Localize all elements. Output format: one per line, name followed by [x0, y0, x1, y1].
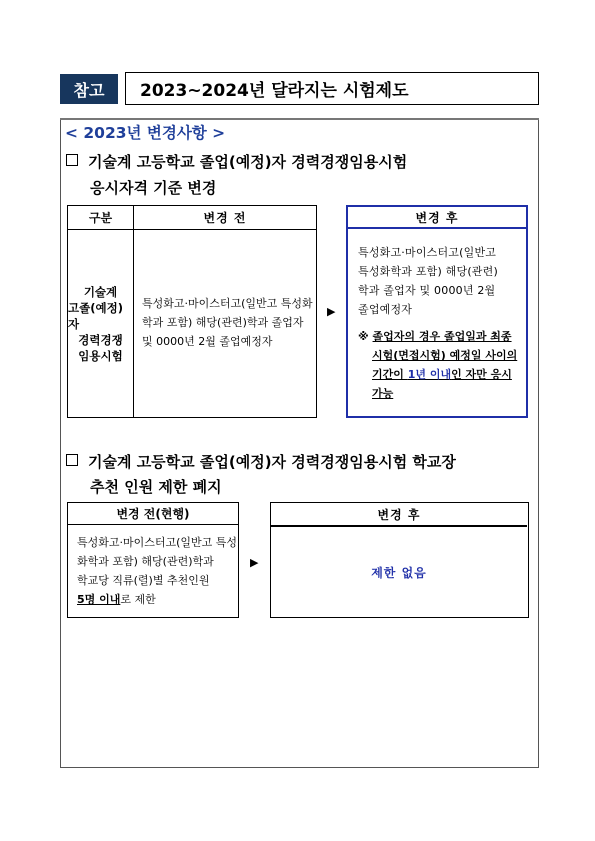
note-mark: ※ — [358, 330, 369, 343]
note-line3 — [358, 365, 517, 384]
before-line: 화학과 포함) 해당(관련)학과 — [77, 555, 214, 568]
after-line: 특성화고·마이스터고(일반고 — [358, 246, 497, 259]
table2-header-after: 변경 후 — [271, 503, 527, 527]
before-line: 학과 포함) 해당(관련)학과 졸업자 — [142, 316, 304, 329]
before-line: 특성화고·마이스터고(일반고 특성화 — [142, 297, 313, 310]
table2-before — [67, 502, 239, 618]
reference-tag: 참고 — [60, 74, 118, 104]
table1-before-cell — [142, 294, 318, 351]
note-line3-pre: 기간이 — [372, 368, 408, 381]
table1-before — [67, 205, 317, 418]
table1-category-cell — [68, 230, 134, 417]
category-line: 경력경쟁 — [78, 332, 123, 347]
table1-after — [346, 205, 528, 418]
before-line: 특성화고·마이스터고(일반고 특성 — [77, 536, 238, 549]
section-heading: < 2023년 변경사항 > — [65, 124, 226, 142]
arrow-right-icon: ▶ — [250, 556, 259, 569]
after-line: 특성화학과 포함) 해당(관련) — [358, 265, 498, 278]
table2-before-cell — [77, 533, 237, 609]
item2-heading — [66, 451, 456, 472]
table1-after-cell — [358, 243, 524, 319]
item1-heading — [66, 151, 407, 172]
after-line: 졸업예정자 — [358, 303, 413, 316]
table2-after — [270, 502, 529, 618]
item1-line1: 기술계 고등학교 졸업(예정)자 경력경쟁임용시험 — [88, 153, 408, 171]
item2-heading-line2: 추천 인원 제한 폐지 — [90, 478, 222, 496]
after-line: 학과 졸업자 및 0000년 2월 — [358, 284, 496, 297]
limit-highlight: 5명 이내 — [77, 593, 121, 606]
note-line: 시험(면접시험) 예정일 사이의 — [372, 349, 518, 362]
note-line: 가능 — [372, 387, 394, 400]
before-line: 학교당 직류(렬)별 추천인원 — [77, 574, 210, 587]
table1-header-before: 변경 전 — [134, 206, 316, 230]
category-line: 임용시험 — [78, 348, 123, 363]
limit-rest: 로 제한 — [120, 593, 156, 606]
table1-header-after: 변경 후 — [348, 207, 526, 229]
page-title — [125, 72, 539, 105]
checkbox-square-icon — [66, 454, 78, 466]
page-title-text: 2023~2024년 달라지는 시험제도 — [140, 81, 409, 101]
table1-header-category: 구분 — [68, 206, 134, 230]
item1-heading-line2: 응시자격 기준 변경 — [90, 179, 217, 197]
item2-line1: 기술계 고등학교 졸업(예정)자 경력경쟁임용시험 학교장 — [88, 453, 456, 471]
table1-note — [358, 327, 517, 403]
category-line: 고졸(예정)자 — [68, 300, 123, 331]
note-highlight: 1년 이내 — [407, 368, 452, 381]
before-line-last — [77, 590, 237, 609]
arrow-right-icon: ▶ — [327, 305, 336, 318]
before-line: 및 0000년 2월 졸업예정자 — [142, 335, 273, 348]
note-line3-post: 인 자만 응시 — [451, 368, 512, 381]
table2-after-cell: 제한 없음 — [371, 566, 427, 580]
frame-top-rule — [60, 118, 539, 120]
category-line: 기술계 — [83, 284, 118, 299]
checkbox-square-icon — [66, 154, 78, 166]
note-line: 졸업자의 경우 졸업일과 최종 — [372, 330, 512, 343]
table2-header-before: 변경 전(현행) — [68, 503, 238, 525]
